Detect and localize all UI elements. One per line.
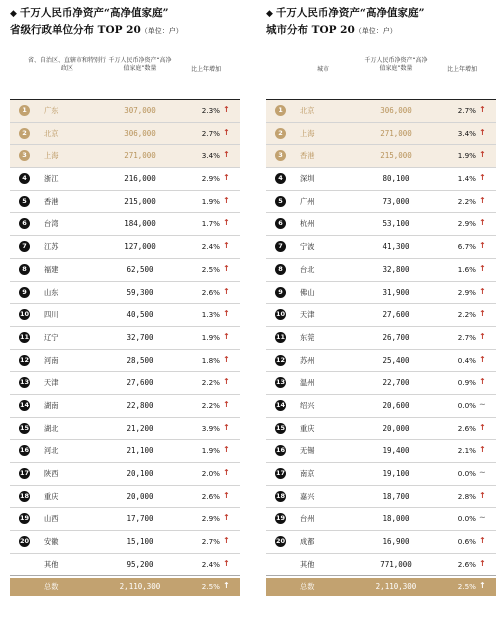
rank-badge: 12 bbox=[19, 355, 30, 364]
up-arrow-icon: ↑ bbox=[223, 354, 230, 364]
growth-rate: 0.6% bbox=[457, 537, 476, 547]
growth-rate: 2.4% bbox=[201, 242, 220, 252]
rank-badge: 11 bbox=[275, 332, 286, 341]
table-row bbox=[10, 191, 240, 214]
growth-rate: 2.0% bbox=[201, 469, 220, 478]
region-name: 上海 bbox=[44, 151, 59, 161]
household-count: 271,000 bbox=[380, 128, 412, 138]
rank-badge: 16 bbox=[19, 446, 30, 455]
growth-rate: 2.7% bbox=[201, 537, 220, 547]
region-name: 佛山 bbox=[300, 287, 315, 297]
growth-rate: 2.7% bbox=[457, 332, 476, 342]
region-name: 台北 bbox=[300, 264, 315, 274]
table-row bbox=[10, 508, 240, 531]
diamond-icon: ◆ bbox=[266, 9, 273, 19]
household-count: 62,500 bbox=[126, 264, 154, 274]
rank-badge: 2 bbox=[275, 128, 286, 139]
unit-label: （单位：户） bbox=[354, 27, 397, 35]
household-count: 22,700 bbox=[382, 378, 410, 388]
growth-rate: 1.9% bbox=[201, 446, 220, 456]
table-row bbox=[10, 418, 240, 441]
region-name: 重庆 bbox=[44, 491, 59, 501]
region-name: 山西 bbox=[44, 514, 59, 524]
region-name: 苏州 bbox=[300, 355, 315, 365]
rank-badge: 13 bbox=[275, 378, 286, 387]
table-row bbox=[10, 486, 240, 509]
table-row bbox=[10, 327, 240, 350]
household-count: 127,000 bbox=[124, 242, 156, 252]
up-arrow-icon: ↑ bbox=[223, 558, 230, 568]
household-count: 215,000 bbox=[124, 196, 156, 206]
household-count: 18,700 bbox=[382, 491, 410, 501]
table-row bbox=[266, 508, 496, 531]
up-arrow-icon: ↑ bbox=[479, 105, 486, 114]
up-arrow-icon: ↑ bbox=[223, 195, 230, 205]
total-count: 2,110,300 bbox=[375, 581, 417, 591]
household-count: 19,100 bbox=[382, 469, 410, 478]
table-row bbox=[10, 282, 240, 305]
rank-badge: 14 bbox=[275, 400, 286, 409]
col-count-header: 千万人民币净资产“高净值家庭”数量 bbox=[108, 57, 172, 72]
region-name: 杭州 bbox=[300, 219, 315, 229]
table-row bbox=[266, 418, 496, 441]
growth-rate: 2.8% bbox=[457, 491, 476, 501]
region-name: 北京 bbox=[300, 106, 315, 115]
household-count: 27,600 bbox=[382, 310, 410, 320]
table-row bbox=[10, 236, 240, 259]
household-count: 22,800 bbox=[126, 400, 154, 410]
other-row bbox=[266, 554, 496, 576]
rank-badge: 16 bbox=[275, 446, 286, 455]
up-arrow-icon: ↑ bbox=[223, 580, 230, 590]
up-arrow-icon: ↑ bbox=[223, 377, 230, 387]
rank-badge: 2 bbox=[19, 128, 30, 139]
region-name: 香港 bbox=[44, 196, 59, 206]
region-name: 陕西 bbox=[44, 469, 59, 478]
rank-badge: 3 bbox=[275, 150, 286, 161]
up-arrow-icon: ↑ bbox=[223, 468, 230, 477]
region-name: 福建 bbox=[44, 264, 59, 274]
rank-badge: 1 bbox=[19, 105, 30, 116]
household-count: 306,000 bbox=[380, 106, 412, 115]
province-table bbox=[10, 99, 240, 554]
diamond-icon: ◆ bbox=[10, 9, 17, 19]
table-row bbox=[10, 100, 240, 123]
rank-badge: 10 bbox=[275, 310, 286, 319]
household-count: 21,100 bbox=[126, 446, 154, 456]
growth-rate: 2.6% bbox=[201, 287, 220, 297]
growth-rate: 0.4% bbox=[457, 355, 476, 365]
rank-badge: 15 bbox=[275, 423, 286, 432]
table-row bbox=[266, 327, 496, 350]
household-count: 31,900 bbox=[382, 287, 410, 297]
region-name: 浙江 bbox=[44, 174, 59, 184]
table-header bbox=[10, 53, 240, 99]
region-name: 四川 bbox=[44, 310, 59, 320]
rank-badge: 9 bbox=[275, 287, 286, 298]
rank-badge: 7 bbox=[19, 241, 30, 252]
rank-badge: 6 bbox=[19, 218, 30, 229]
total-row bbox=[10, 578, 240, 596]
region-name: 河南 bbox=[44, 355, 59, 365]
rank-badge: 17 bbox=[275, 469, 286, 477]
up-arrow-icon: ↑ bbox=[223, 263, 230, 273]
table-row bbox=[266, 123, 496, 146]
up-arrow-icon: ↑ bbox=[223, 513, 230, 523]
col-growth-header: 比上年增加 bbox=[446, 66, 477, 73]
up-arrow-icon: ↑ bbox=[223, 218, 230, 228]
region-name: 温州 bbox=[300, 378, 315, 388]
up-arrow-icon: ↑ bbox=[223, 422, 230, 432]
household-count: 216,000 bbox=[124, 174, 156, 184]
growth-rate: 6.7% bbox=[457, 242, 476, 252]
region-name: 深圳 bbox=[300, 174, 315, 184]
rank-badge: 8 bbox=[275, 264, 286, 275]
table-row bbox=[266, 304, 496, 327]
table-row bbox=[266, 531, 496, 554]
up-arrow-icon: ↑ bbox=[479, 173, 486, 183]
growth-rate: 2.6% bbox=[201, 491, 220, 501]
growth-rate: 2.7% bbox=[457, 106, 476, 115]
household-count: 80,100 bbox=[382, 174, 410, 184]
up-arrow-icon: ↑ bbox=[479, 536, 486, 546]
growth-rate: 2.6% bbox=[457, 423, 476, 433]
growth-rate: 3.9% bbox=[201, 423, 220, 433]
growth-rate: 2.9% bbox=[201, 514, 220, 524]
growth-rate: 3.4% bbox=[201, 151, 220, 161]
other-label: 其他 bbox=[300, 559, 315, 569]
up-arrow-icon: ↑ bbox=[223, 105, 230, 114]
table-row bbox=[10, 440, 240, 463]
household-count: 19,400 bbox=[382, 446, 410, 456]
region-name: 重庆 bbox=[300, 423, 315, 433]
up-arrow-icon: ↑ bbox=[479, 580, 486, 590]
total-label: 总数 bbox=[300, 581, 315, 591]
region-name: 湖南 bbox=[44, 400, 59, 410]
table-row bbox=[10, 304, 240, 327]
rank-badge: 5 bbox=[19, 196, 30, 207]
rank-badge: 19 bbox=[19, 514, 30, 523]
up-arrow-icon: ↑ bbox=[223, 150, 230, 160]
region-name: 湖北 bbox=[44, 423, 59, 433]
rank-badge: 4 bbox=[275, 173, 286, 184]
region-name: 江苏 bbox=[44, 242, 59, 252]
city-panel bbox=[266, 6, 496, 596]
region-name: 山东 bbox=[44, 287, 59, 297]
total-growth: 2.5% bbox=[457, 581, 476, 591]
up-arrow-icon: ↑ bbox=[223, 241, 230, 251]
table-row bbox=[10, 531, 240, 554]
rank-badge: 15 bbox=[19, 423, 30, 432]
up-arrow-icon: ↑ bbox=[223, 173, 230, 183]
up-arrow-icon: ↑ bbox=[223, 399, 230, 409]
col-name-header: 城市 bbox=[316, 66, 329, 73]
growth-rate: 1.9% bbox=[457, 151, 476, 161]
growth-rate: 1.8% bbox=[201, 355, 220, 365]
rank-badge: 7 bbox=[275, 241, 286, 252]
region-name: 香港 bbox=[300, 151, 315, 161]
region-name: 上海 bbox=[300, 128, 315, 138]
growth-rate: 1.6% bbox=[457, 264, 476, 274]
growth-rate: 0.0% bbox=[457, 469, 476, 478]
table-row bbox=[266, 259, 496, 282]
table-row bbox=[266, 350, 496, 373]
table-row bbox=[266, 463, 496, 486]
table-row bbox=[10, 259, 240, 282]
table-row bbox=[10, 395, 240, 418]
region-name: 宁波 bbox=[300, 242, 315, 252]
up-arrow-icon: ↑ bbox=[479, 195, 486, 205]
household-count: 28,500 bbox=[126, 355, 154, 365]
region-name: 台湾 bbox=[44, 219, 59, 229]
other-growth: 2.4% bbox=[201, 559, 220, 569]
region-name: 台州 bbox=[300, 514, 315, 524]
province-panel bbox=[10, 6, 240, 596]
up-arrow-icon: ↑ bbox=[223, 309, 230, 319]
household-count: 20,000 bbox=[382, 423, 410, 433]
table-row bbox=[266, 191, 496, 214]
growth-rate: 2.2% bbox=[457, 310, 476, 320]
growth-rate: 2.7% bbox=[201, 128, 220, 138]
growth-rate: 2.9% bbox=[457, 219, 476, 229]
up-arrow-icon: ↑ bbox=[479, 490, 486, 500]
growth-rate: 1.3% bbox=[201, 310, 220, 320]
col-count-header: 千万人民币净资产“高净值家庭”数量 bbox=[364, 57, 428, 72]
region-name: 南京 bbox=[300, 469, 315, 478]
region-name: 成都 bbox=[300, 537, 315, 547]
other-label: 其他 bbox=[44, 559, 59, 569]
household-count: 59,300 bbox=[126, 287, 154, 297]
up-arrow-icon: ↑ bbox=[223, 331, 230, 341]
rank-badge: 14 bbox=[19, 400, 30, 409]
other-growth: 2.6% bbox=[457, 559, 476, 569]
rank-badge: 6 bbox=[275, 218, 286, 229]
table-row bbox=[266, 372, 496, 395]
table-row bbox=[10, 123, 240, 146]
household-count: 20,600 bbox=[382, 400, 410, 410]
table-row bbox=[10, 463, 240, 486]
growth-rate: 1.9% bbox=[201, 332, 220, 342]
household-count: 21,200 bbox=[126, 423, 154, 433]
up-arrow-icon: ↑ bbox=[479, 263, 486, 273]
household-count: 18,000 bbox=[382, 514, 410, 524]
up-arrow-icon: ↑ bbox=[223, 536, 230, 546]
rank-badge: 1 bbox=[275, 105, 286, 116]
panel-subtitle: 省级行政单位分布 TOP 20（单位：户） bbox=[10, 24, 183, 36]
region-name: 广东 bbox=[44, 106, 59, 115]
rank-badge: 18 bbox=[19, 491, 30, 500]
other-row bbox=[10, 554, 240, 576]
growth-rate: 1.9% bbox=[201, 196, 220, 206]
household-count: 40,500 bbox=[126, 310, 154, 320]
flat-trend-icon: ~ bbox=[479, 468, 486, 477]
region-name: 无锡 bbox=[300, 446, 315, 456]
growth-rate: 0.0% bbox=[457, 400, 476, 410]
rank-badge: 9 bbox=[19, 287, 30, 298]
up-arrow-icon: ↑ bbox=[479, 354, 486, 364]
rank-badge: 3 bbox=[19, 150, 30, 161]
region-name: 天津 bbox=[300, 310, 315, 320]
growth-rate: 3.4% bbox=[457, 128, 476, 138]
region-name: 北京 bbox=[44, 128, 59, 138]
table-row bbox=[10, 168, 240, 191]
table-row bbox=[10, 372, 240, 395]
rank-badge: 8 bbox=[19, 264, 30, 275]
region-name: 安徽 bbox=[44, 537, 59, 547]
total-count: 2,110,300 bbox=[119, 581, 161, 591]
rank-badge: 4 bbox=[19, 173, 30, 184]
region-name: 广州 bbox=[300, 196, 315, 206]
total-growth: 2.5% bbox=[201, 581, 220, 591]
household-count: 20,000 bbox=[126, 491, 154, 501]
growth-rate: 2.5% bbox=[201, 264, 220, 274]
table-row bbox=[266, 282, 496, 305]
up-arrow-icon: ↑ bbox=[479, 241, 486, 251]
growth-rate: 2.9% bbox=[457, 287, 476, 297]
household-count: 307,000 bbox=[124, 106, 156, 115]
household-count: 32,700 bbox=[126, 332, 154, 342]
table-header bbox=[266, 53, 496, 99]
flat-trend-icon: ~ bbox=[479, 399, 486, 409]
growth-rate: 2.3% bbox=[201, 106, 220, 115]
rank-badge: 20 bbox=[275, 537, 286, 546]
col-growth-header: 比上年增加 bbox=[190, 66, 221, 73]
unit-label: （单位：户） bbox=[140, 27, 183, 35]
household-count: 27,600 bbox=[126, 378, 154, 388]
growth-rate: 0.9% bbox=[457, 378, 476, 388]
up-arrow-icon: ↑ bbox=[479, 445, 486, 455]
total-label: 总数 bbox=[44, 581, 59, 591]
region-name: 东莞 bbox=[300, 332, 315, 342]
rank-badge: 13 bbox=[19, 378, 30, 387]
household-count: 215,000 bbox=[380, 151, 412, 161]
household-count: 26,700 bbox=[382, 332, 410, 342]
up-arrow-icon: ↑ bbox=[223, 490, 230, 500]
rank-badge: 10 bbox=[19, 310, 30, 319]
region-name: 绍兴 bbox=[300, 400, 315, 410]
table-row bbox=[266, 440, 496, 463]
table-row bbox=[10, 350, 240, 373]
household-count: 32,800 bbox=[382, 264, 410, 274]
growth-rate: 0.0% bbox=[457, 514, 476, 524]
growth-rate: 2.2% bbox=[457, 196, 476, 206]
region-name: 天津 bbox=[44, 378, 59, 388]
rank-badge: 12 bbox=[275, 355, 286, 364]
household-count: 25,400 bbox=[382, 355, 410, 365]
table-row bbox=[266, 168, 496, 191]
table-row bbox=[266, 395, 496, 418]
up-arrow-icon: ↑ bbox=[479, 558, 486, 568]
household-count: 53,100 bbox=[382, 219, 410, 229]
household-count: 271,000 bbox=[124, 151, 156, 161]
region-name: 辽宁 bbox=[44, 332, 59, 342]
other-count: 771,000 bbox=[380, 559, 412, 569]
household-count: 20,100 bbox=[126, 469, 154, 478]
up-arrow-icon: ↑ bbox=[479, 218, 486, 228]
col-name-header: 省、自治区、直辖市和特别行政区 bbox=[28, 57, 107, 72]
up-arrow-icon: ↑ bbox=[479, 422, 486, 432]
table-row bbox=[266, 145, 496, 168]
rank-badge: 19 bbox=[275, 514, 286, 523]
rank-badge: 17 bbox=[19, 469, 30, 477]
growth-rate: 2.2% bbox=[201, 400, 220, 410]
growth-rate: 1.7% bbox=[201, 219, 220, 229]
household-count: 16,900 bbox=[382, 537, 410, 547]
household-count: 15,100 bbox=[126, 537, 154, 547]
growth-rate: 2.9% bbox=[201, 174, 220, 184]
household-count: 184,000 bbox=[124, 219, 156, 229]
panel-title: ◆ 千万人民币净资产“高净值家庭” bbox=[266, 7, 425, 19]
panel-subtitle: 城市分布 TOP 20（单位：户） bbox=[266, 24, 397, 36]
other-count: 95,200 bbox=[126, 559, 154, 569]
table-row bbox=[266, 100, 496, 123]
up-arrow-icon: ↑ bbox=[479, 127, 486, 137]
up-arrow-icon: ↑ bbox=[479, 150, 486, 160]
growth-rate: 2.2% bbox=[201, 378, 220, 388]
up-arrow-icon: ↑ bbox=[223, 127, 230, 137]
rank-badge: 18 bbox=[275, 491, 286, 500]
up-arrow-icon: ↑ bbox=[223, 286, 230, 296]
growth-rate: 2.1% bbox=[457, 446, 476, 456]
total-row bbox=[266, 578, 496, 596]
growth-rate: 1.4% bbox=[457, 174, 476, 184]
household-count: 17,700 bbox=[126, 514, 154, 524]
table-row bbox=[266, 236, 496, 259]
rank-badge: 11 bbox=[19, 332, 30, 341]
table-row bbox=[266, 213, 496, 236]
up-arrow-icon: ↑ bbox=[479, 286, 486, 296]
table-row bbox=[10, 213, 240, 236]
up-arrow-icon: ↑ bbox=[479, 377, 486, 387]
table-row bbox=[10, 145, 240, 168]
table-row bbox=[266, 486, 496, 509]
rank-badge: 20 bbox=[19, 537, 30, 546]
panel-title: ◆ 千万人民币净资产“高净值家庭” bbox=[10, 7, 169, 19]
up-arrow-icon: ↑ bbox=[223, 445, 230, 455]
up-arrow-icon: ↑ bbox=[479, 309, 486, 319]
household-count: 41,300 bbox=[382, 242, 410, 252]
region-name: 嘉兴 bbox=[300, 491, 315, 501]
city-table bbox=[266, 99, 496, 554]
up-arrow-icon: ↑ bbox=[479, 331, 486, 341]
household-count: 73,000 bbox=[382, 196, 410, 206]
region-name: 河北 bbox=[44, 446, 59, 456]
rank-badge: 5 bbox=[275, 196, 286, 207]
flat-trend-icon: ~ bbox=[479, 513, 486, 523]
household-count: 306,000 bbox=[124, 128, 156, 138]
